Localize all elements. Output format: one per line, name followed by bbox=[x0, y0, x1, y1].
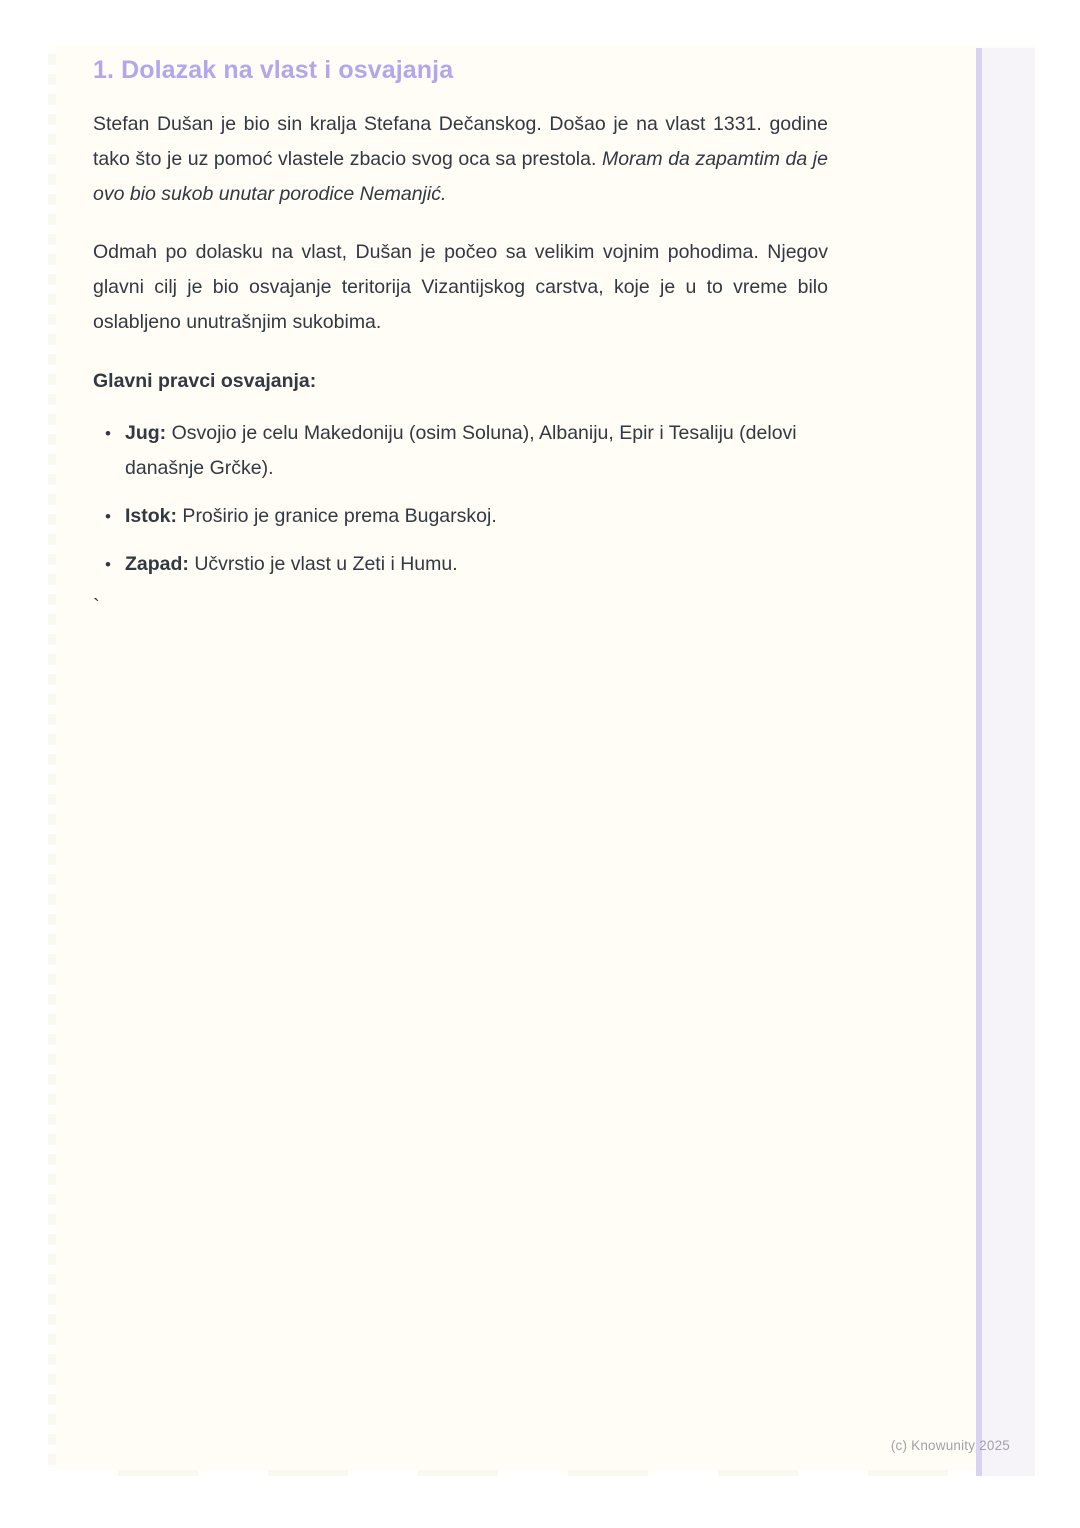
list-item bbox=[93, 547, 828, 582]
document-page bbox=[48, 45, 1035, 1476]
list-item-label: Istok: bbox=[125, 505, 178, 527]
document-content bbox=[93, 45, 828, 619]
list-item-text: Učvrstio je vlast u Zeti i Humu. bbox=[188, 553, 458, 575]
bullet-marker: • bbox=[105, 507, 111, 526]
list-item-body bbox=[125, 416, 828, 486]
page-bottom-edge bbox=[48, 1470, 976, 1476]
paragraph-intro-normal-text: Stefan Dušan je bio sin kralja Stefana Dečanskog. Došao je na vlast 1331. godine tako što je uz pomoć vlastele zbacio svog oca sa prestola. bbox=[93, 113, 828, 170]
stray-backtick-character: ` bbox=[93, 596, 100, 618]
list-item bbox=[93, 416, 828, 486]
list-item-body bbox=[125, 547, 828, 582]
list-item-body bbox=[125, 499, 828, 534]
list-item-text: Osvojio je celu Makedoniju (osim Soluna), Albaniju, Epir i Tesaliju (delovi današnje Grčke). bbox=[125, 422, 797, 479]
list-item-label: Jug: bbox=[125, 422, 167, 444]
section-heading: 1. Dolazak na vlast i osvajanja bbox=[93, 56, 454, 84]
list-item-text: Proširio je granice prema Bugarskoj. bbox=[177, 505, 497, 527]
bullet-marker: • bbox=[105, 555, 111, 574]
page-side-strip bbox=[976, 48, 1035, 1476]
paragraph-intro bbox=[93, 107, 828, 212]
page-perforation-edge bbox=[48, 45, 56, 1476]
paragraph-intro-italic-note: Moram da zapamtim da je ovo bio sukob unutar porodice Nemanjić. bbox=[93, 148, 828, 205]
list-item bbox=[93, 499, 828, 534]
directions-list bbox=[93, 416, 828, 582]
copyright-footer: (c) Knowunity 2025 bbox=[890, 1438, 1010, 1453]
subheading-main-directions: Glavni pravci osvajanja: bbox=[93, 370, 317, 392]
paragraph-campaigns: Odmah po dolasku na vlast, Dušan je počeo sa velikim vojnim pohodima. Njegov glavni cilj je bio osvajanje teritorija Vizantijskog carstva, koje je u to vreme bilo oslabljeno unutrašnjim sukobima. bbox=[93, 241, 828, 333]
list-item-label: Zapad: bbox=[125, 553, 189, 575]
bullet-marker: • bbox=[105, 424, 111, 443]
